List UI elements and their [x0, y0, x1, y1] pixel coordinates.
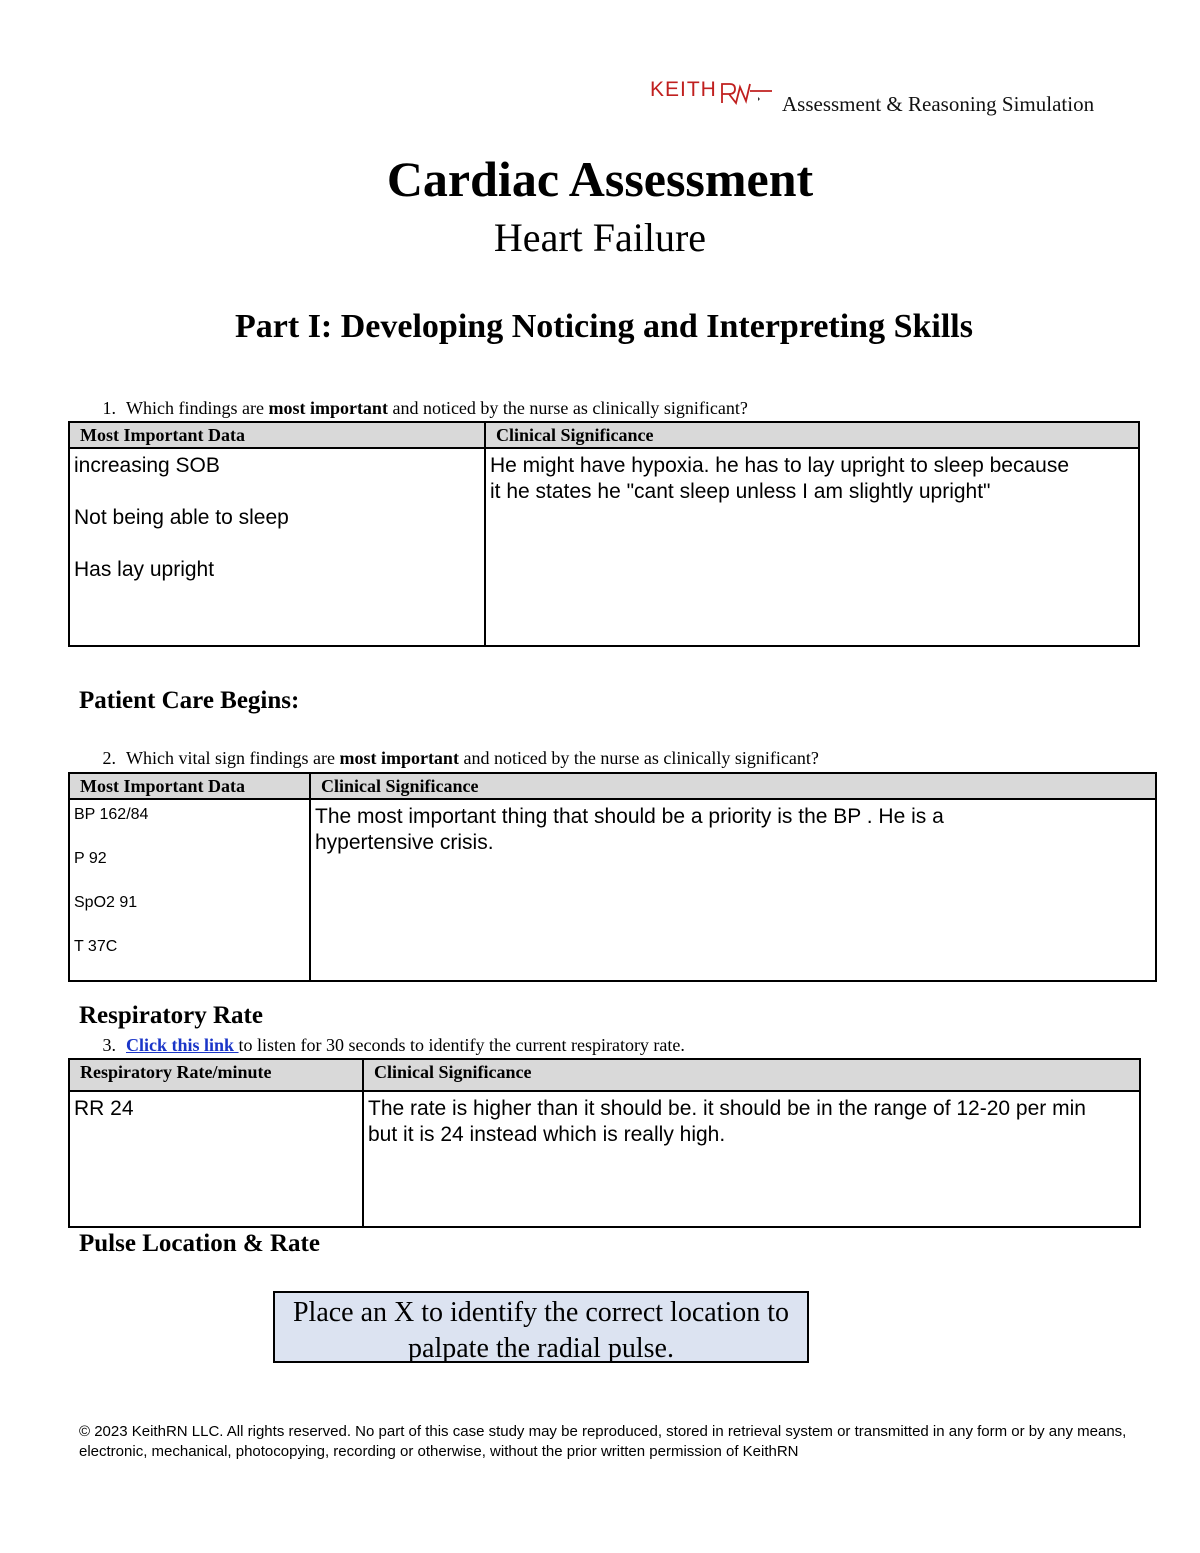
column-header: Clinical Significance	[485, 422, 1139, 448]
significance-cell[interactable]: The rate is higher than it should be. it should be in the range of 12-20 per min but it is 24 instead which is really high.	[363, 1091, 1140, 1227]
important-data-cell[interactable]	[69, 448, 485, 646]
question-emphasis: most important	[268, 398, 388, 418]
column-header: Clinical Significance	[310, 773, 1156, 799]
important-data-cell[interactable]	[69, 799, 310, 981]
copyright-footer: © 2023 KeithRN LLC. All rights reserved. No part of this case study may be reproduced, stored in retrieval system or transmitted in any form or by any means, electronic, mechanical, photocopying, recording or otherwise, without the prior written permission of KeithRN	[79, 1423, 1127, 1460]
data-item: BP 162/84	[74, 806, 149, 823]
question-text: Which findings are	[126, 398, 269, 418]
page-title: Cardiac Assessment	[386, 151, 814, 207]
part-title: Part I: Developing Noticing and Interpreting Skills	[235, 308, 973, 345]
significance-cell[interactable]: The most important thing that should be a priority is the BP . He is a hypertensive crisis.	[310, 799, 1156, 981]
question-text: Which vital sign findings are	[126, 748, 340, 768]
data-item: increasing SOB	[74, 454, 220, 477]
data-item: T 37C	[74, 938, 118, 955]
question-3	[80, 1035, 685, 1056]
question-2	[80, 748, 819, 769]
question-text-end: and noticed by the nurse as clinically significant?	[458, 748, 819, 768]
rate-cell[interactable]: RR 24	[69, 1091, 363, 1227]
findings-table	[68, 421, 1140, 647]
data-item: Has lay upright	[74, 558, 215, 581]
question-number: 1.	[102, 398, 116, 418]
vital-signs-table	[68, 772, 1157, 982]
brand-tagline: Assessment & Reasoning Simulation	[782, 92, 1095, 116]
question-text-end: and noticed by the nurse as clinically significant?	[387, 398, 748, 418]
keithrn-logo-mark-icon	[720, 81, 780, 105]
data-item: P 92	[74, 850, 107, 867]
significance-cell[interactable]: He might have hypoxia. he has to lay upright to sleep because it he states he "cant sleep unless I am slightly upright"	[485, 448, 1139, 646]
question-1	[80, 398, 748, 419]
pulse-heading: Pulse Location & Rate	[79, 1230, 320, 1257]
data-item: Not being able to sleep	[74, 506, 289, 529]
column-header: Most Important Data	[69, 422, 485, 448]
question-number: 2.	[102, 748, 116, 768]
column-header: Most Important Data	[69, 773, 310, 799]
patient-care-heading: Patient Care Begins:	[79, 687, 300, 714]
column-header: Respiratory Rate/minute	[69, 1059, 363, 1091]
pulse-instruction-callout: Place an X to identify the correct location to palpate the radial pulse.	[273, 1291, 809, 1363]
respiratory-table	[68, 1058, 1141, 1228]
page-subtitle: Heart Failure	[493, 215, 707, 260]
question-emphasis: most important	[339, 748, 459, 768]
column-header: Clinical Significance	[363, 1059, 1140, 1091]
question-text: to listen for 30 seconds to identify the current respiratory rate.	[238, 1035, 685, 1055]
respiratory-heading: Respiratory Rate	[79, 1002, 263, 1029]
audio-link[interactable]: Click this link	[126, 1035, 239, 1055]
question-number: 3.	[102, 1035, 116, 1055]
brand-header: KEITH Assessment & Reasoning Simulation	[650, 78, 1095, 116]
data-item: SpO2 91	[74, 894, 138, 911]
